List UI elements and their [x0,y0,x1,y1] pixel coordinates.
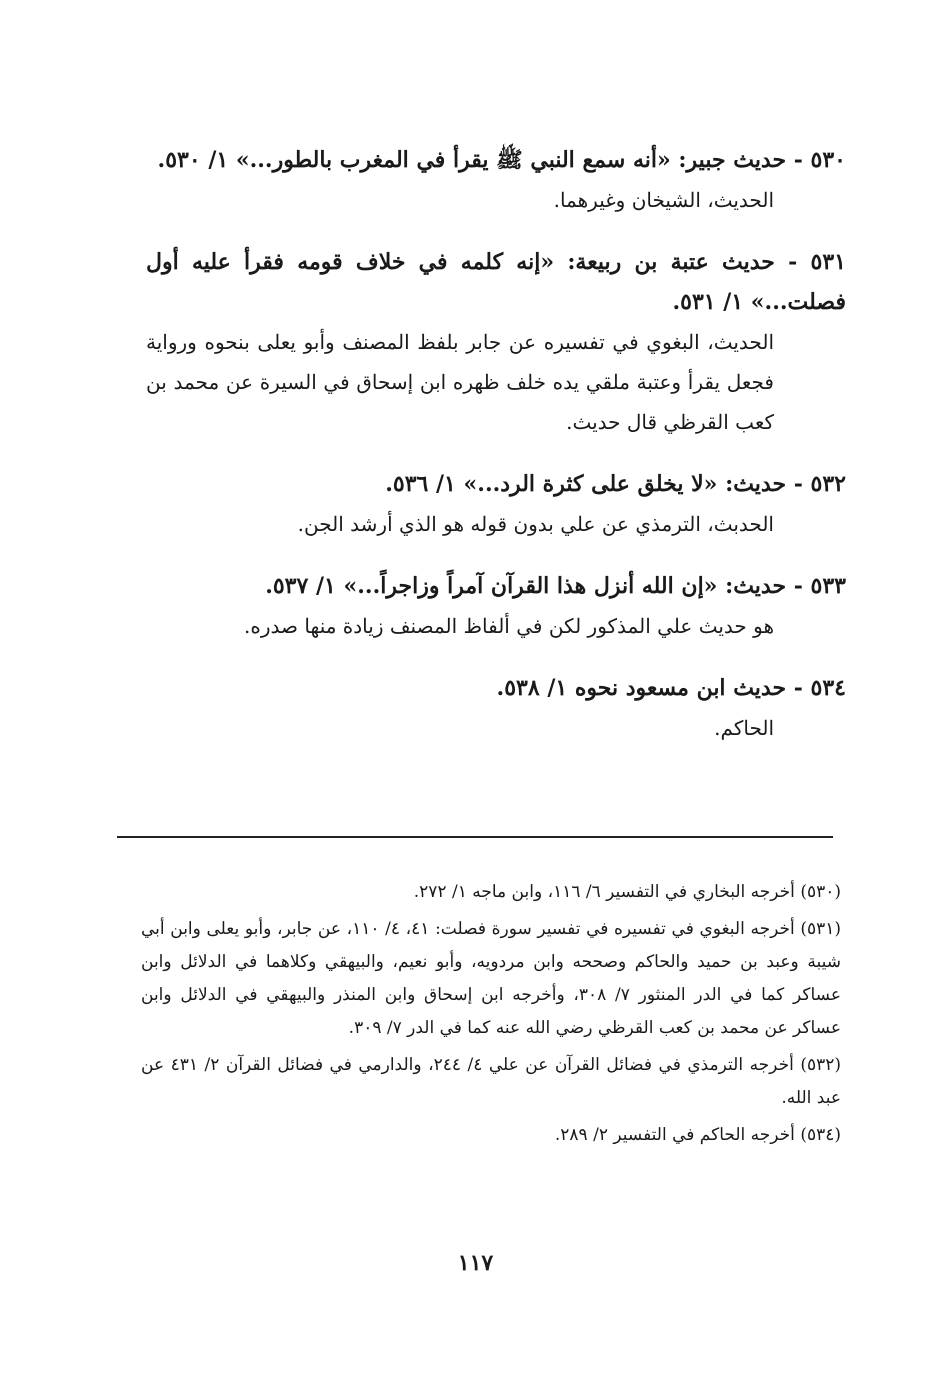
hadith-entry-530 [146,140,846,220]
footnote-ref: (٥٣٤) [800,1125,841,1145]
entry-number: ٥٣١ [810,249,846,275]
footnote-text: أخرجه الحاكم في التفسير ٢/ ٢٨٩. [554,1125,795,1145]
entry-heading [146,464,846,504]
footnote-text: أخرجه الترمذي في فضائل القرآن عن علي ٤/ ٢٤٤، والدارمي في فضائل القرآن ٢/ ٤٣١ عن عبد الله. [141,1055,841,1108]
footnote-text: أخرجه البغوي في تفسيره في تفسير سورة فصلت: ٤١، ٤/ ١١٠، عن جابر، وأبو يعلى وابن أبي شيبة وعبد بن حميد والحاكم وصححه وابن مردويه، وأبو نعيم، والبيهقي وكلاهما في الدلائل وابن عساكر كما في الدر المنثور ٧/ ٣٠٨، وأخرجه ابن إسحاق وابن المنذر والبيهقي في الدلائل وابن عساكر عن محمد بن كعب القرظي رضي الله عنه كما في الدر ٧/ ٣٠٩. [141,919,841,1038]
hadith-entry-531 [146,242,846,442]
entry-heading [146,140,846,180]
entry-number: ٥٣٣ [810,573,846,599]
entry-title: - حديث جبير: «أنه سمع النبي ﷺ يقرأ في المغرب بالطور...» ١/ ٥٣٠. [157,147,803,173]
hadith-entry-533 [146,566,846,646]
footnote-530 [141,876,841,909]
entry-number: ٥٣٤ [810,675,846,701]
footnote-534 [141,1119,841,1152]
entry-heading [146,566,846,606]
entry-body: الحدبث، الترمذي عن علي بدون قوله هو الذي أرشد الجن. [297,512,774,536]
footnote-ref: (٥٣٢) [800,1055,841,1075]
footnote-531 [141,913,841,1045]
entry-body: هو حديث علي المذكور لكن في ألفاظ المصنف زيادة منها صدره. [244,614,774,638]
footnote-divider [117,836,833,838]
hadith-entries [146,140,846,770]
footnote-text: أخرجه البخاري في التفسير ٦/ ١١٦، وابن ماجه ١/ ٢٧٢. [413,882,795,902]
entry-heading [146,242,846,322]
entry-title: - حديث ابن مسعود نحوه ١/ ٥٣٨. [496,675,803,701]
entry-title: - حديث عتبة بن ربيعة: «إنه كلمه في خلاف قومه فقرأ عليه أول فصلت...» ١/ ٥٣١. [146,249,846,315]
hadith-entry-532 [146,464,846,544]
footnote-532 [141,1049,841,1115]
entry-number: ٥٣٠ [810,147,846,173]
footnotes [141,876,841,1156]
hadith-entry-534 [146,668,846,748]
footnote-ref: (٥٣١) [800,919,842,939]
entry-heading [146,668,846,708]
page-number: ١١٧ [457,1250,494,1276]
entry-body: الحاكم. [714,716,774,740]
entry-body: الحديث، الشيخان وغيرهما. [553,188,774,212]
entry-number: ٥٣٢ [810,471,846,497]
entry-body: الحديث، البغوي في تفسيره عن جابر بلفظ المصنف وأبو يعلى بنحوه ورواية فجعل يقرأ وعتبة ملقي يده خلف ظهره ابن إسحاق في السيرة عن محمد بن كعب القرظي قال حديث. [146,330,774,434]
entry-title: - حديث: «إن الله أنزل هذا القرآن آمراً وزاجراً...» ١/ ٥٣٧. [265,573,803,599]
footnote-ref: (٥٣٠) [800,882,841,902]
entry-title: - حديث: «لا يخلق على كثرة الرد...» ١/ ٥٣٦. [385,471,803,497]
